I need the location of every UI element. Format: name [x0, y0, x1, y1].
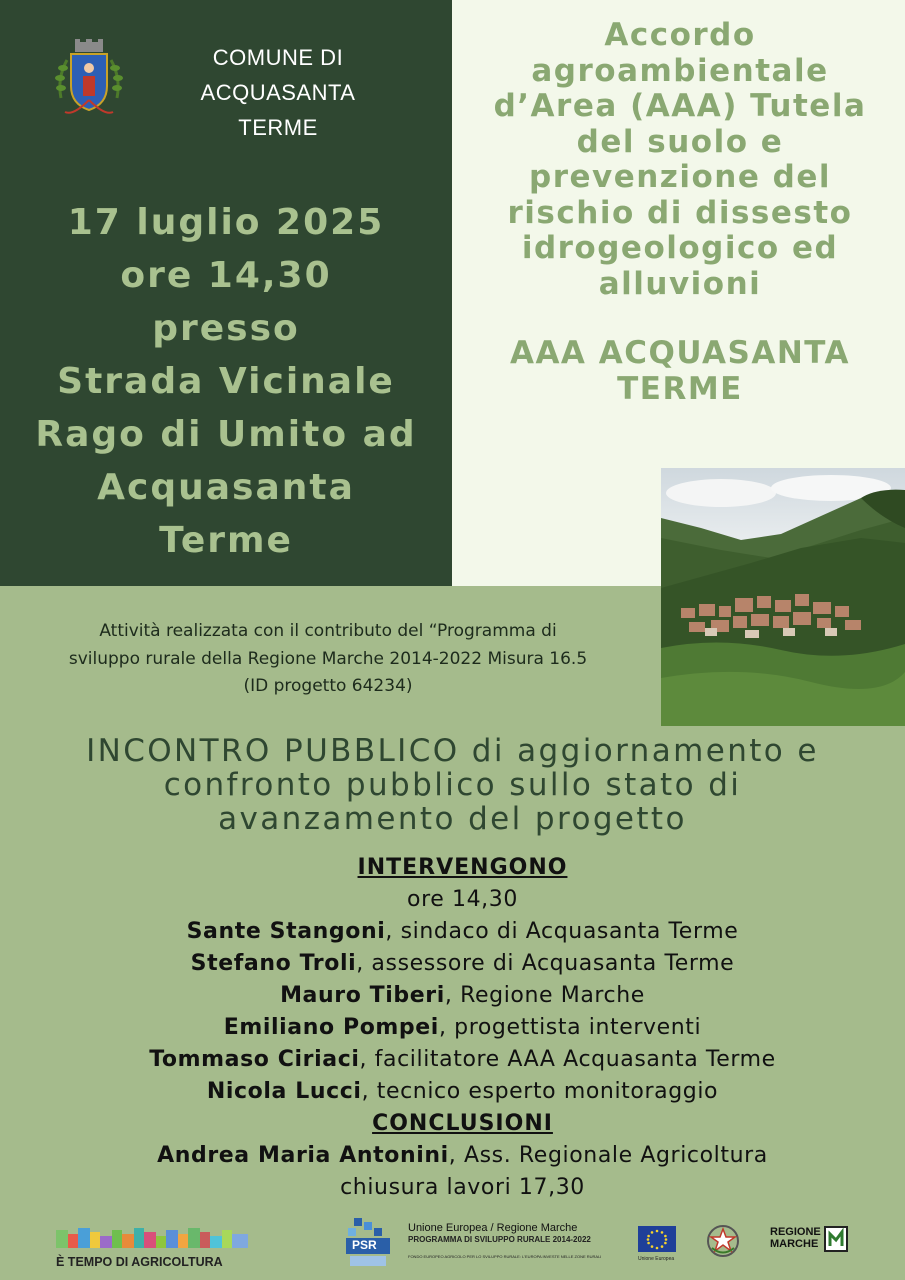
eu-line-1: Unione Europea / Regione Marche: [408, 1222, 578, 1234]
comune-crest-icon: [53, 38, 125, 124]
pixel-landscape-icon: [56, 1228, 248, 1250]
eu-flag-logo: [638, 1226, 676, 1262]
end-time: chiusura lavori 17,30: [340, 1175, 585, 1200]
eu-flag-icon: [638, 1226, 676, 1252]
comune-line: ACQUASANTA: [200, 80, 356, 105]
eu-line-2: PROGRAMMA DI SVILUPPO RURALE 2014-2022: [408, 1235, 591, 1244]
speaker-role: , sindaco di Acquasanta Terme: [385, 919, 739, 944]
date-line: 17 luglio 2025: [67, 202, 385, 243]
comune-line: COMUNE DI: [212, 45, 344, 70]
headline-line: INCONTRO PUBBLICO di aggiornamento e: [86, 733, 819, 769]
title-line: Accordo: [604, 17, 756, 53]
comune-line: TERME: [238, 115, 318, 140]
eu-line-3: FONDO EUROPEO AGRICOLO PER LO SVILUPPO RURALE: L'EUROPA INVESTE NELLE ZONE RURALI: [408, 1254, 602, 1259]
title-line: d’Area (AAA) Tutela: [493, 88, 867, 124]
meeting-headline: [0, 734, 905, 836]
speaker-row: [0, 1012, 905, 1044]
funding-line: (ID progetto 64234): [243, 676, 413, 696]
eu-flag-caption: Unione Europea: [638, 1256, 675, 1262]
title-line: prevenzione del: [529, 159, 831, 195]
intervengono-heading: INTERVENGONO: [357, 855, 568, 880]
comune-name: [180, 40, 376, 145]
title-line: rischio di dissesto: [507, 194, 853, 231]
speaker-role: , Ass. Regionale Agricoltura: [448, 1143, 768, 1168]
regione-line-2: MARCHE: [770, 1238, 819, 1250]
headline-line: avanzamento del progetto: [218, 801, 687, 837]
regione-line-1: REGIONE: [770, 1226, 821, 1238]
project-title: [460, 18, 900, 302]
presso-line: presso: [152, 308, 300, 349]
speaker-row: [0, 1076, 905, 1108]
speaker-name: Mauro Tiberi: [280, 983, 445, 1008]
agricoltura-logo: [56, 1228, 248, 1269]
agricoltura-text: È TEMPO DI AGRICOLTURA: [56, 1255, 223, 1269]
location-line: Acquasanta: [97, 467, 355, 508]
program-list: [0, 852, 905, 1204]
italian-republic-emblem-icon: [706, 1224, 740, 1258]
psr-logo: [344, 1216, 394, 1272]
aaa-line: TERME: [617, 370, 743, 407]
aaa-subtitle: [460, 336, 900, 407]
regione-marche-logo: [770, 1226, 850, 1256]
funding-note: [28, 618, 628, 701]
location-line: Rago di Umito ad: [35, 414, 417, 455]
speaker-name: Sante Stangoni: [186, 919, 386, 944]
regione-marche-icon: [824, 1226, 848, 1252]
speaker-role: , facilitatore AAA Acquasanta Terme: [359, 1047, 776, 1072]
footer-logos: [0, 1210, 905, 1280]
headline-line: confronto pubblico sullo stato di: [163, 767, 742, 803]
speaker-role: , Regione Marche: [444, 983, 645, 1008]
time-line: ore 14,30: [120, 255, 332, 296]
speaker-name: Stefano Troli: [190, 951, 357, 976]
speaker-name: Andrea Maria Antonini: [157, 1143, 449, 1168]
closing-speaker-row: [0, 1140, 905, 1172]
speaker-name: Tommaso Ciriaci: [149, 1047, 360, 1072]
funding-line: sviluppo rurale della Regione Marche 2014-2022 Misura 16.5: [68, 648, 588, 669]
village-landscape-photo: [661, 468, 905, 726]
speaker-role: , tecnico esperto monitoraggio: [361, 1079, 719, 1104]
start-time: ore 14,30: [407, 887, 518, 912]
speaker-row: [0, 1044, 905, 1076]
speaker-row: [0, 980, 905, 1012]
title-line: del suolo e: [576, 123, 784, 160]
aaa-line: AAA ACQUASANTA: [509, 335, 851, 371]
speaker-role: , progettista interventi: [438, 1015, 702, 1040]
speaker-row: [0, 916, 905, 948]
psr-badge-text: PSR: [352, 1238, 377, 1252]
title-line: alluvioni: [598, 265, 762, 302]
conclusioni-heading: CONCLUSIONI: [372, 1111, 553, 1136]
speaker-row: [0, 948, 905, 980]
title-line: idrogeologico ed: [521, 230, 839, 266]
funding-line: Attività realizzata con il contributo del “Programma di: [99, 621, 557, 641]
title-line: agroambientale: [531, 52, 829, 89]
speaker-role: , assessore di Acquasanta Terme: [356, 951, 735, 976]
event-date-location: [0, 196, 452, 567]
psr-program-text: [408, 1222, 608, 1259]
location-line: Terme: [159, 520, 293, 561]
speaker-name: Nicola Lucci: [206, 1079, 362, 1104]
location-line: Strada Vicinale: [57, 361, 395, 402]
speaker-name: Emiliano Pompei: [223, 1015, 439, 1040]
